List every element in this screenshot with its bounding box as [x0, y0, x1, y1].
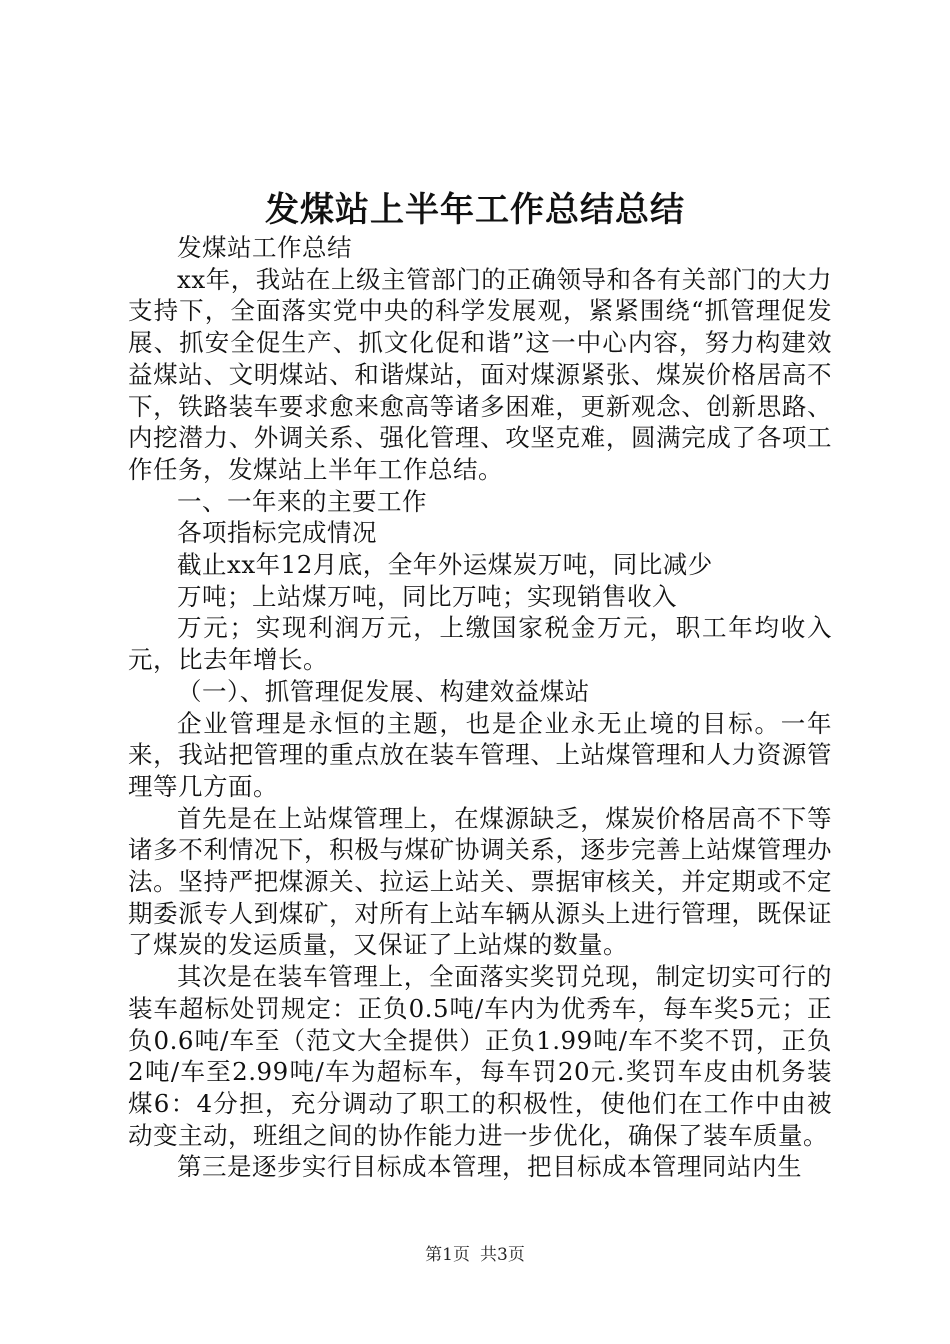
paragraph: 首先是在上站煤管理上，在煤源缺乏，煤炭价格居高不下等诸多不利情况下，积极与煤矿协调关系，逐步完善上站煤管理办法。坚持严把煤源关、拉运上站关、票据审核关，并定期或不定期委派专人到煤矿，对所有上站车辆从源头上进行管理，既保证了煤炭的发运质量，又保证了上站煤的数量。 — [128, 803, 832, 960]
paragraph: 各项指标完成情况 — [177, 518, 377, 548]
page-total: 共3页 — [480, 1245, 525, 1265]
document-title: 发煤站上半年工作总结总结 — [265, 190, 685, 230]
page-number: 第1页 — [425, 1245, 470, 1265]
paragraph: 万吨；上站煤万吨，同比万吨；实现销售收入 — [177, 581, 677, 611]
paragraph: 万元；实现利润万元，上缴国家税金万元，职工年均收入元，比去年增长。 — [128, 613, 832, 675]
paragraph: 截止xx年12月底，全年外运煤炭万吨，同比减少 — [177, 550, 713, 580]
section-heading: 一、一年来的主要工作 — [177, 486, 427, 516]
paragraph: 第三是逐步实行目标成本管理，把目标成本管理同站内生 — [177, 1152, 802, 1182]
paragraph: 其次是在装车管理上，全面落实奖罚兑现，制定切实可行的装车超标处罚规定：正负0.5吨/车内为优秀车，每车奖5元；正负0.6吨/车至（范文大全提供）正负1.99吨/车不奖不罚，正负2吨/车至2.99吨/车为超标车，每车罚20元.奖罚车皮由机务装煤6：4分担，充分调动了职工的积极性，使他们在工作中由被动变主动，班组之间的协作能力进一步优化，确保了装车质量。 — [128, 962, 832, 1150]
document-body — [128, 232, 832, 1183]
section-heading: （一）、抓管理促发展、构建效益煤站 — [177, 676, 590, 706]
page-footer — [0, 1244, 950, 1266]
paragraph: 发煤站工作总结 — [177, 233, 352, 262]
paragraph: 企业管理是永恒的主题，也是企业永无止境的目标。一年来，我站把管理的重点放在装车管理、上站煤管理和人力资源管理等几方面。 — [128, 708, 832, 801]
paragraph: xx年，我站在上级主管部门的正确领导和各有关部门的大力支持下，全面落实党中央的科学发展观，紧紧围绕“抓管理促发展、抓安全促生产、抓文化促和谐”这一中心内容，努力构建效益煤站、文明煤站、和谐煤站，面对煤源紧张、煤炭价格居高不下，铁路装车要求愈来愈高等诸多困难，更新观念、创新思路、内挖潜力、外调关系、强化管理、攻坚克难，圆满完成了各项工作任务，发煤站上半年工作总结。 — [128, 264, 832, 484]
